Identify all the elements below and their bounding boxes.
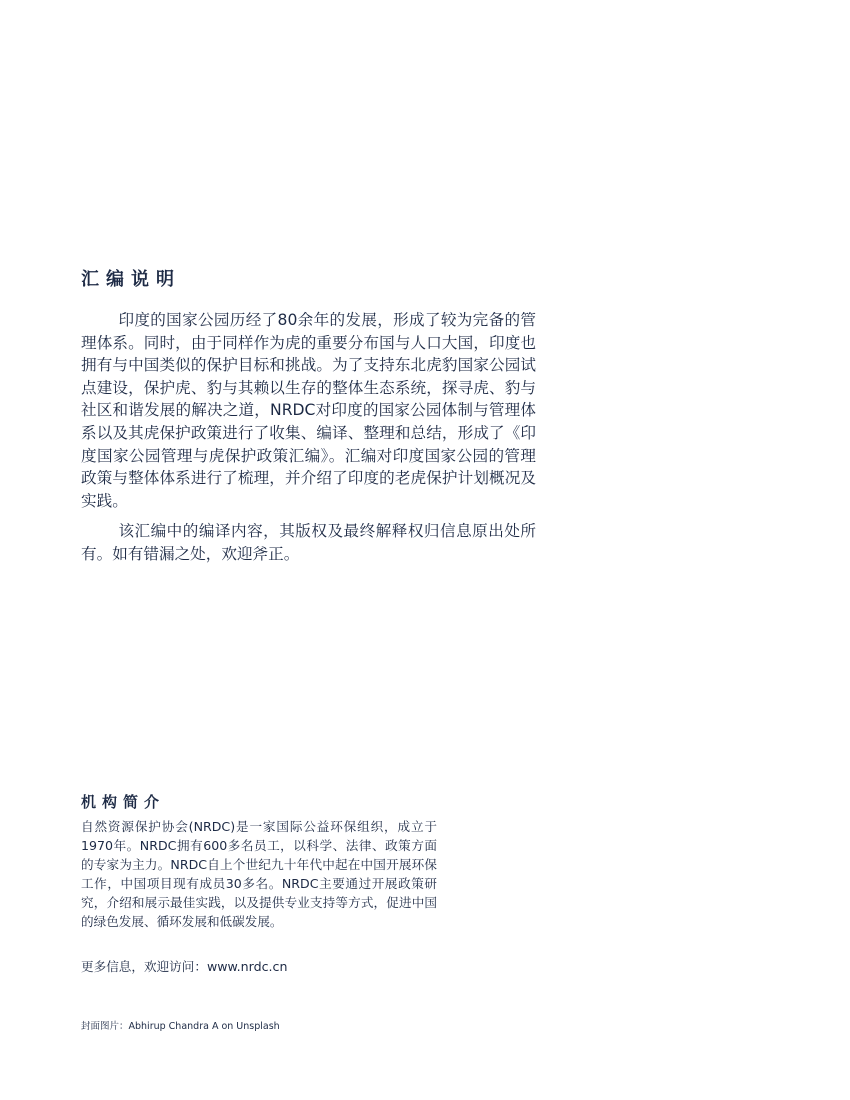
compilation-note-title: 汇编说明: [81, 269, 181, 290]
organization-description-block: [81, 817, 437, 931]
more-info-link-text[interactable]: 更多信息，欢迎访问：www.nrdc.cn: [81, 959, 288, 974]
compilation-note-body: [81, 309, 536, 574]
compilation-note-paragraph: 印度的国家公园历经了80余年的发展，形成了较为完备的管理体系。同时，由于同样作为虎的重要分布国与人口大国，印度也拥有与中国类似的保护目标和挑战。为了支持东北虎豹国家公园试点建设，保护虎、豹与其赖以生存的整体生态系统，探寻虎、豹与社区和谐发展的解决之道，NRDC对印度的国家公园体制与管理体系以及其虎保护政策进行了收集、编译、整理和总结，形成了《印度国家公园管理与虎保护政策汇编》。汇编对印度国家公园的管理政策与整体体系进行了梳理，并介绍了印度的老虎保护计划概况及实践。: [81, 311, 536, 510]
compilation-note-paragraph: 该汇编中的编译内容，其版权及最终解释权归信息原出处所有。如有错漏之处，欢迎斧正。: [81, 522, 536, 563]
organization-title: 机构简介: [81, 793, 166, 811]
organization-description: 自然资源保护协会(NRDC)是一家国际公益环保组织，成立于1970年。NRDC拥有600多名员工，以科学、法律、政策方面的专家为主力。NRDC自上个世纪九十年代中起在中国开展环保工作，中国项目现有成员30多名。NRDC主要通过开展政策研究，介绍和展示最佳实践，以及提供专业支持等方式，促进中国的绿色发展、循环发展和低碳发展。: [81, 819, 437, 929]
cover-photo-credit: 封面图片：Abhirup Chandra A on Unsplash: [81, 1021, 280, 1032]
